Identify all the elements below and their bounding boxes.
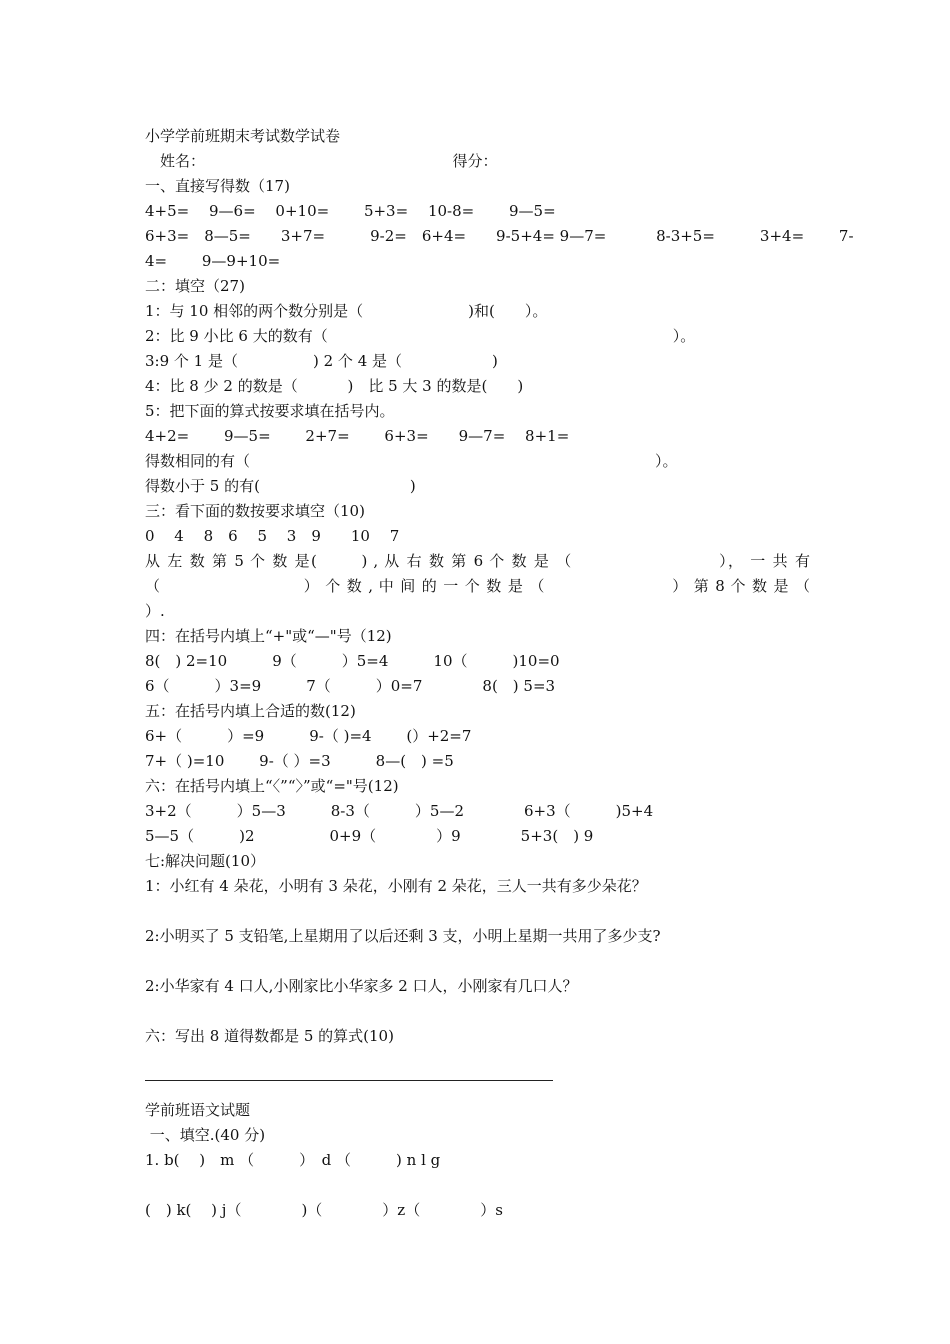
section-2-expressions: 4+2= 9—5= 2+7= 6+3= 9—7= 8+1=: [145, 427, 570, 445]
section-2-less-than-five: 得数小于 5 的有( ): [145, 477, 416, 495]
section-4-row: 8( ) 2=10 9（ ）5=4 10（ )10=0: [145, 652, 560, 670]
section-4-row: 6（ ）3=9 7（ ）0=7 8( ) 5=3: [145, 677, 556, 695]
chinese-section-1-heading: 一、填空.(40 分): [145, 1126, 266, 1144]
section-2-question: 3:9 个 1 是（ ) 2 个 4 是（ ): [145, 352, 498, 370]
section-6-row: 5—5（ )2 0+9（ ）9 5+3( ) 9: [145, 827, 594, 845]
section-6-row: 3+2（ ）5—3 8-3（ ）5—2 6+3（ )5+4: [145, 802, 654, 820]
math-exam-title: 小学学前班期末考试数学试卷: [145, 127, 341, 145]
name-score-line: 姓名： 得分：: [145, 152, 498, 170]
section-6-heading: 六：在括号内填上“〈”“〉”或“="号(12): [145, 777, 399, 795]
section-8-heading: 六：写出 8 道得数都是 5 的算式(10): [145, 1027, 394, 1045]
word-problem: 2:小明买了 5 支铅笔,上星期用了以后还剩 3 支，小明上星期一共用了多少支?: [145, 927, 661, 945]
section-1-row: 4= 9—9+10=: [145, 252, 281, 270]
word-problem: 1：小红有 4 朵花，小明有 3 朵花，小刚有 2 朵花，三人一共有多少朵花？: [145, 877, 647, 895]
section-2-question: 4：比 8 少 2 的数是（ ) 比 5 大 3 的数是( ): [145, 377, 524, 395]
section-3-question: （ ） 个 数 , 中 间 的 一 个 数 是 （ ） 第 8 个 数 是 （: [145, 577, 810, 595]
section-5-row: 7+（ )=10 9-（ ）=3 8—( ) =5: [145, 752, 454, 770]
section-2-heading: 二：填空（27): [145, 277, 245, 295]
section-2-question: 2：比 9 小比 6 大的数有（ ）。: [145, 327, 696, 345]
section-1-row: 6+3= 8—5= 3+7= 9-2= 6+4= 9-5+4= 9—7= 8-3+5= 3+4= 7-: [145, 227, 854, 245]
chinese-exam-title: 学前班语文试题: [145, 1101, 251, 1119]
section-5-heading: 五：在括号内填上合适的数(12): [145, 702, 356, 720]
section-4-heading: 四：在括号内填上“+"或“—"号（12): [145, 627, 392, 645]
section-5-row: 6+（ ）=9 9-（ )=4 (）+2=7: [145, 727, 472, 745]
section-3-question: ）.: [145, 602, 165, 620]
section-2-question: 1：与 10 相邻的两个数分别是（ )和( ）。: [145, 302, 548, 320]
pinyin-row: 1. b( ) m （ ） d （ ) n l g: [145, 1151, 441, 1169]
section-7-heading: 七:解决问题(10）: [145, 852, 265, 870]
section-1-row: 4+5= 9—6= 0+10= 5+3= 10-8= 9—5=: [145, 202, 556, 220]
answer-divider-line: [145, 1080, 553, 1081]
section-3-question: 从 左 数 第 5 个 数 是( ) , 从 右 数 第 6 个 数 是 （ ）， 一 共 有: [145, 552, 810, 570]
section-2-question: 5：把下面的算式按要求填在括号内。: [145, 402, 395, 420]
section-1-heading: 一、直接写得数（17): [145, 177, 290, 195]
section-3-heading: 三：看下面的数按要求填空（10): [145, 502, 365, 520]
section-3-numbers: 0 4 8 6 5 3 9 10 7: [145, 527, 400, 545]
word-problem: 2:小华家有 4 口人,小刚家比小华家多 2 口人，小刚家有几口人？: [145, 977, 578, 995]
section-2-same-result: 得数相同的有（ ）。: [145, 452, 678, 470]
pinyin-row: ( ) k( ) j（ )（ ）z（ ）s: [145, 1201, 503, 1219]
